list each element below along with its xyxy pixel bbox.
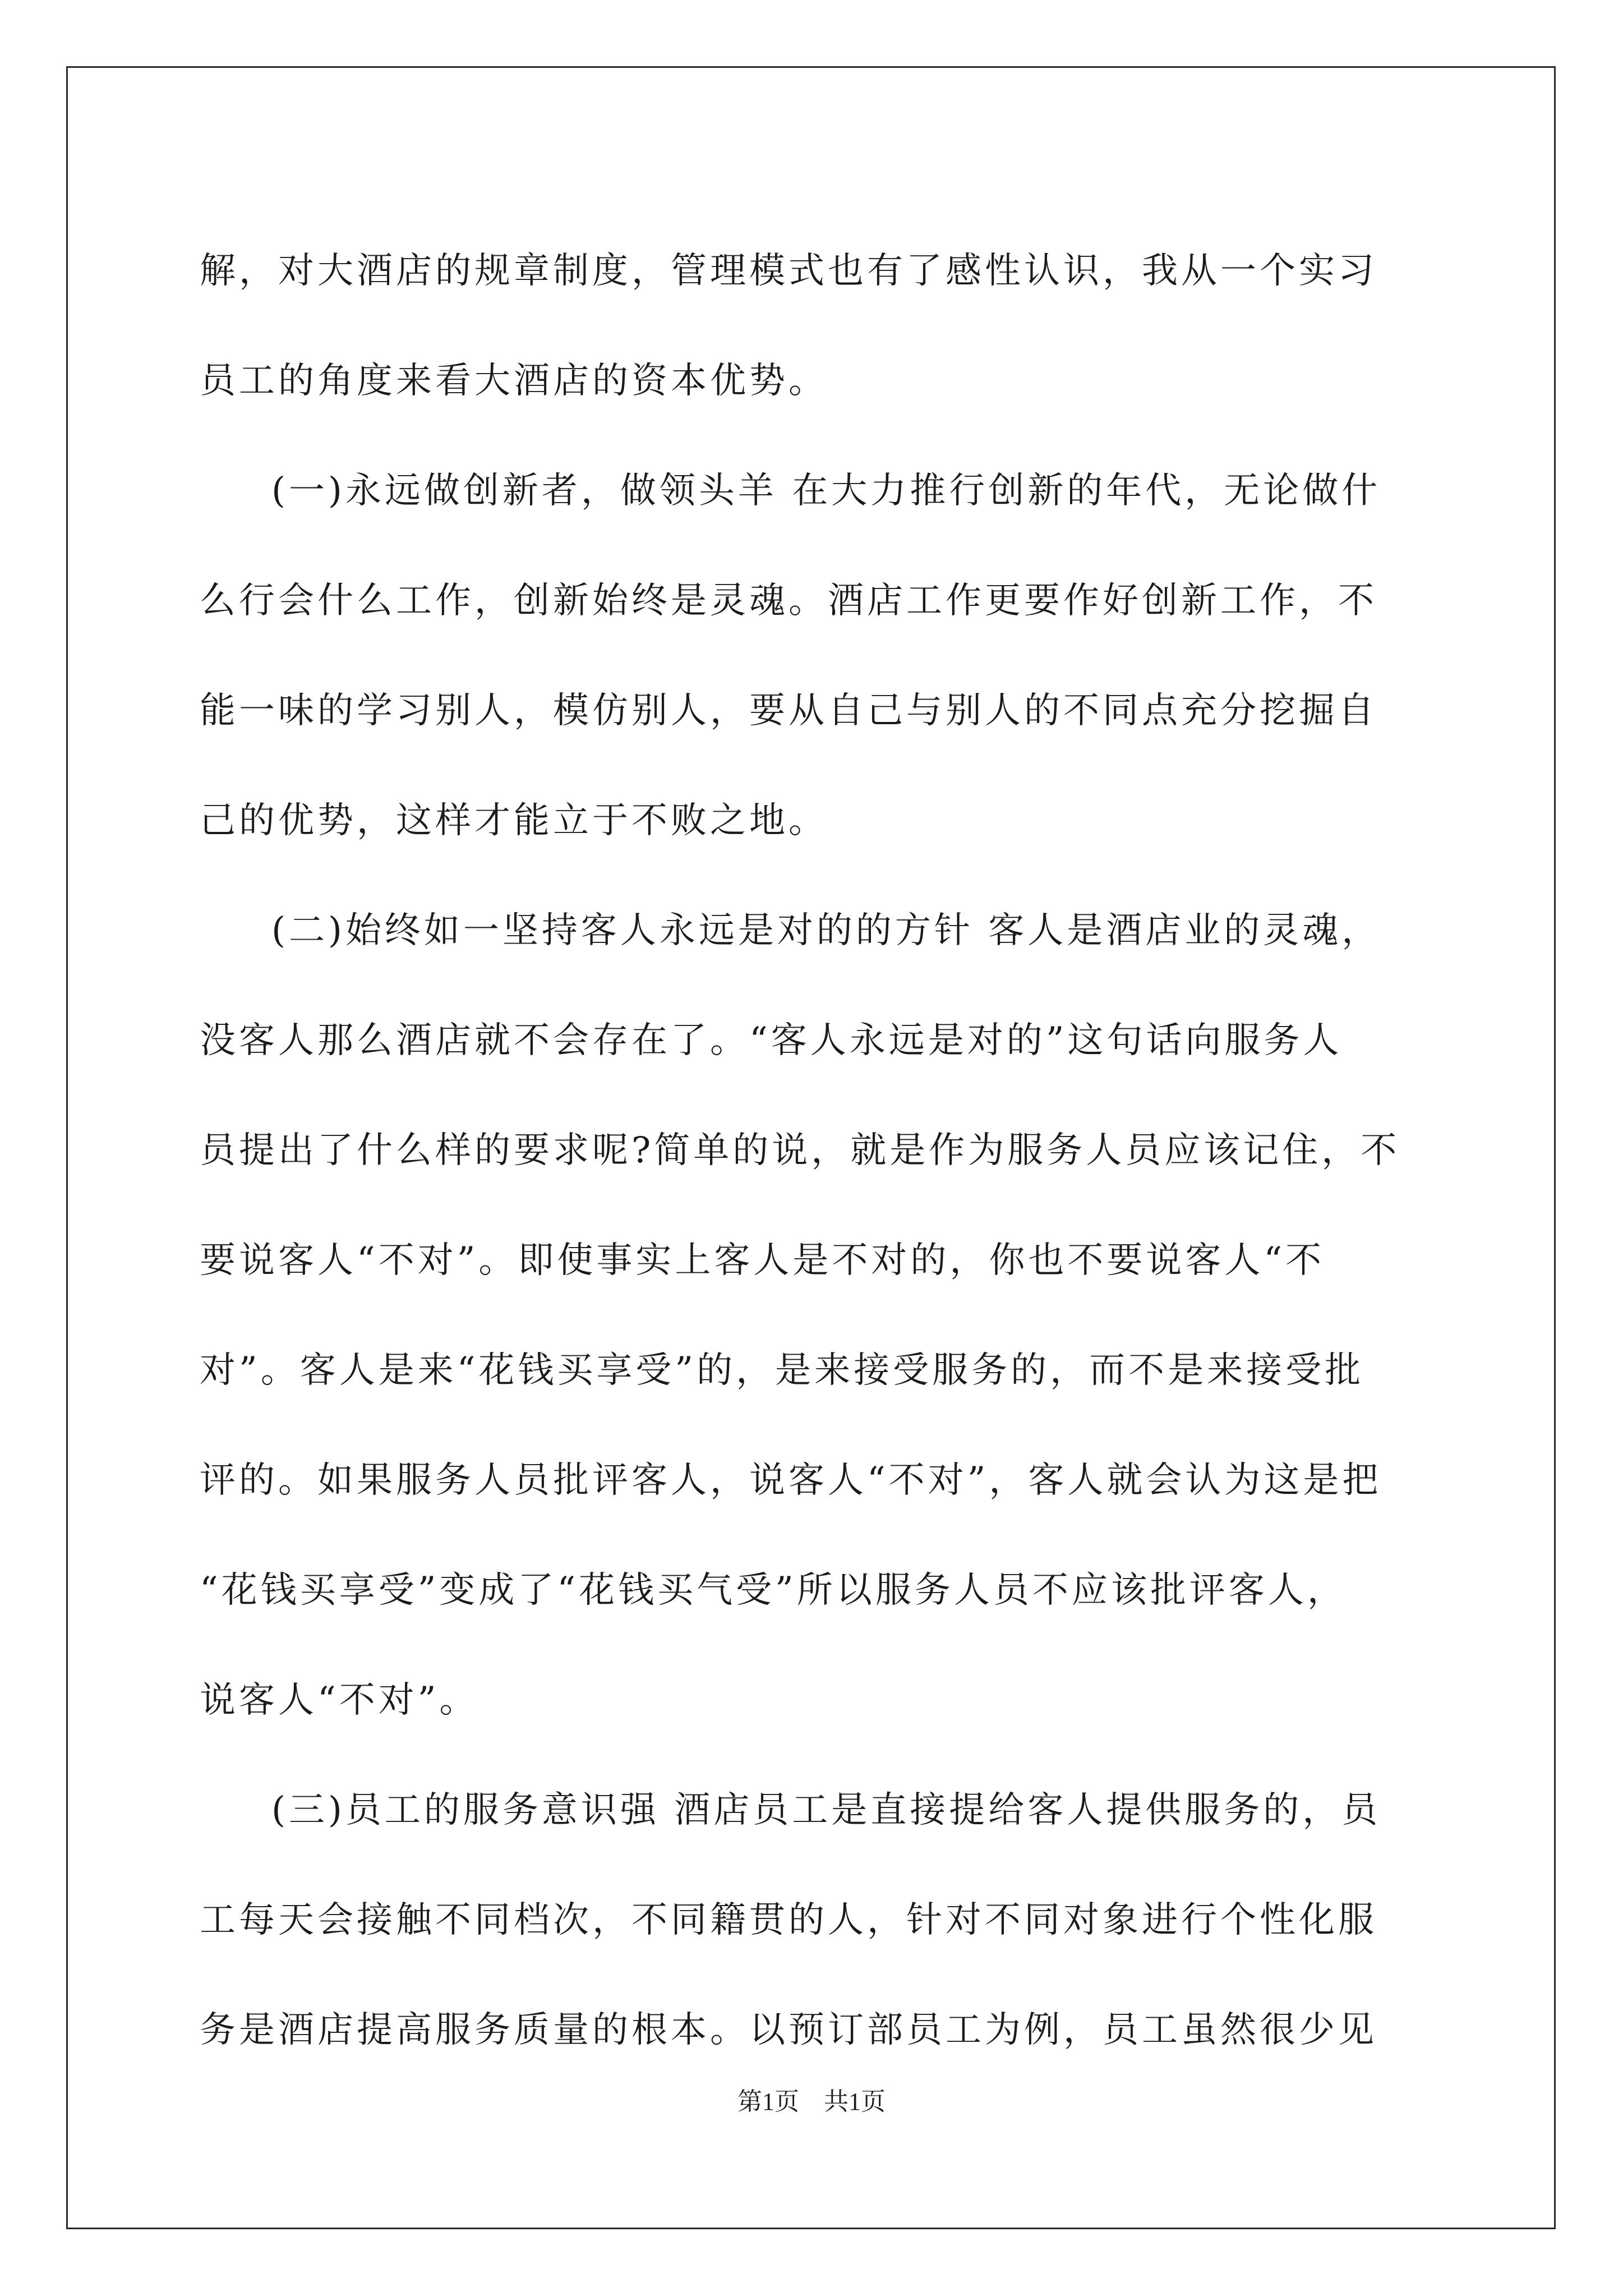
text-line: 己的优势，这样才能立于不败之地。 [200, 800, 828, 841]
text-line: 务是酒店提高服务质量的根本。以预订部员工为例，员工虽然很少见 [200, 2009, 1377, 2051]
text-line: 没客人那么酒店就不会存在了。“客人永远是对的”这句话向服务人 [200, 1020, 1343, 1061]
text-line: 能一味的学习别人，模仿别人，要从自己与别人的不同点充分挖掘自 [200, 690, 1377, 731]
text-line: 工每天会接触不同档次，不同籍贯的人，针对不同对象进行个性化服 [200, 1899, 1377, 1941]
text-line: 评的。如果服务人员批评客人，说客人“不对”，客人就会认为这是把 [200, 1460, 1382, 1501]
text-line: 说客人“不对”。 [200, 1680, 479, 1721]
page-footer: 第1页 共1页 [737, 2088, 886, 2115]
text-line: 员提出了什么样的要求呢?简单的说，就是作为服务人员应该记住，不 [200, 1130, 1400, 1171]
text-line: 要说客人“不对”。即使事实上客人是不对的，你也不要说客人“不 [200, 1240, 1325, 1281]
document-body [200, 216, 1433, 2085]
text-line: (一)永远做创新者，做领头羊 在大力推行创新的年代，无论做什 [271, 470, 1381, 512]
text-line: 么行会什么工作，创新始终是灵魂。酒店工作更要作好创新工作，不 [200, 580, 1377, 622]
text-line: 员工的角度来看大酒店的资本优势。 [200, 360, 828, 402]
text-line: (二)始终如一坚持客人永远是对的的方针 客人是酒店业的灵魂， [271, 910, 1381, 951]
text-line: “花钱买享受”变成了“花钱买气受”所以服务人员不应该批评客人， [200, 1570, 1347, 1611]
text-line: (三)员工的服务意识强 酒店员工是直接提给客人提供服务的，员 [271, 1789, 1381, 1831]
text-line: 对”。客人是来“花钱买享受”的，是来接受服务的，而不是来接受批 [200, 1350, 1364, 1391]
text-line: 解，对大酒店的规章制度，管理模式也有了感性认识，我从一个实习 [200, 250, 1377, 292]
